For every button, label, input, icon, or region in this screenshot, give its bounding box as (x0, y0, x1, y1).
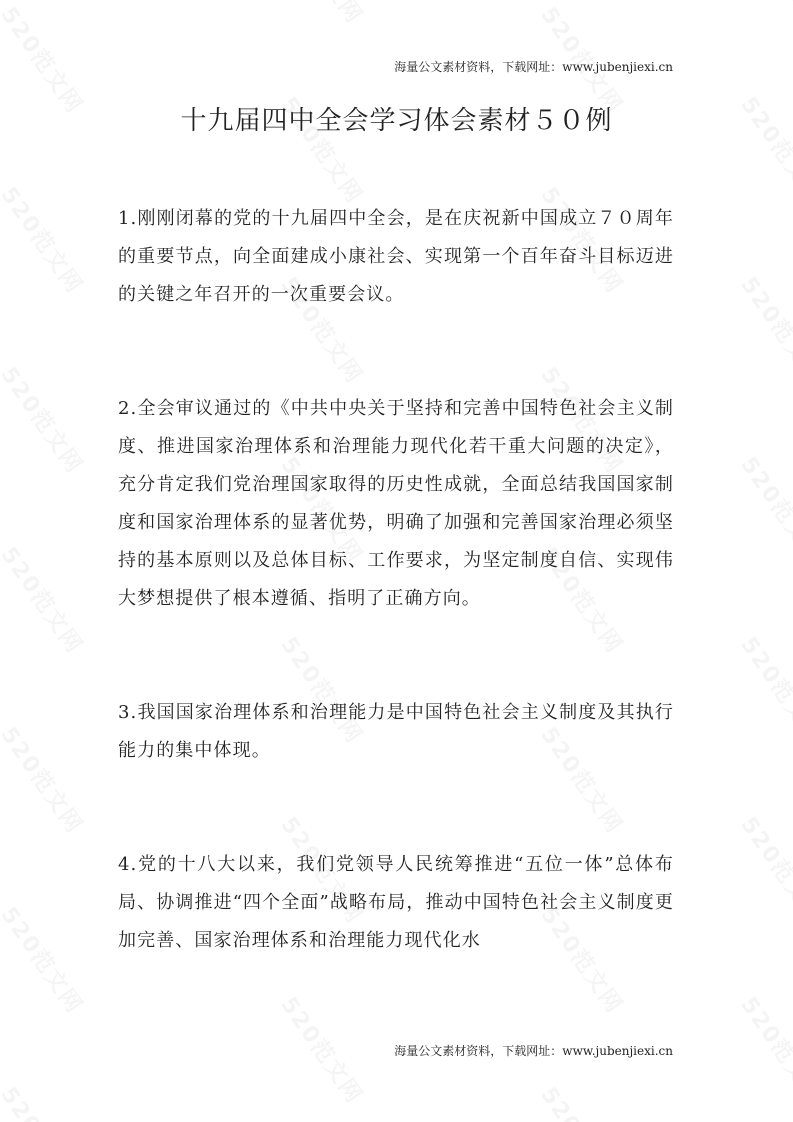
watermark-text (535, 1080, 631, 1122)
watermark-text (0, 540, 91, 659)
paragraph-3: 3.我国国家治理体系和治理能力是中国特色社会主义制度及其执行能力的集中体现。 (118, 702, 674, 761)
watermark-text (0, 360, 91, 479)
watermark-text (0, 720, 91, 839)
watermark-text (735, 990, 793, 1109)
watermark-text (275, 0, 371, 29)
watermark-text (0, 180, 91, 299)
page-title: 十九届四中全会学习体会素材５０例 (180, 106, 613, 136)
watermark-text (0, 1080, 91, 1122)
watermark-text (735, 0, 793, 29)
paragraph-2: 2.全会审议通过的《中共中央关于坚持和完善中国特色社会主义制度、推进国家治理体系和治理能力现代化若干重大问题的决定》，充分肯定我们党治理国家取得的历史性成就，全面总结我国国家制度和国家治理体系的显著优势，明确了加强和完善国家治理必须坚持的基本原则以及总体目标、工作要求，为坚定制度自信、实现伟大梦想提供了根本遵循、指明了正确方向。 (118, 398, 674, 609)
footer-note: 海量公文素材资料，下载网址：www.jubenjiexi.cn (394, 1044, 673, 1058)
header-note: 海量公文素材资料，下载网址：www.jubenjiexi.cn (394, 60, 673, 74)
watermark-text (0, 900, 91, 1019)
document-body (118, 200, 674, 1036)
paragraph-1: 1.刚刚闭幕的党的十九届四中全会，是在庆祝新中国成立７０周年的重要节点，向全面建成小康社会、实现第一个百年奋斗目标迈进的关键之年召开的一次重要会议。 (118, 208, 674, 305)
paragraph-4: 4.党的十八大以来，我们党领导人民统筹推进“五位一体”总体布局、协调推进“四个全面”战略布局，推动中国特色社会主义制度更加完善、国家治理体系和治理能力现代化水 (118, 854, 674, 951)
watermark-text (735, 270, 793, 389)
watermark-text (735, 630, 793, 749)
watermark-text (735, 450, 793, 569)
watermark-text (735, 810, 793, 929)
